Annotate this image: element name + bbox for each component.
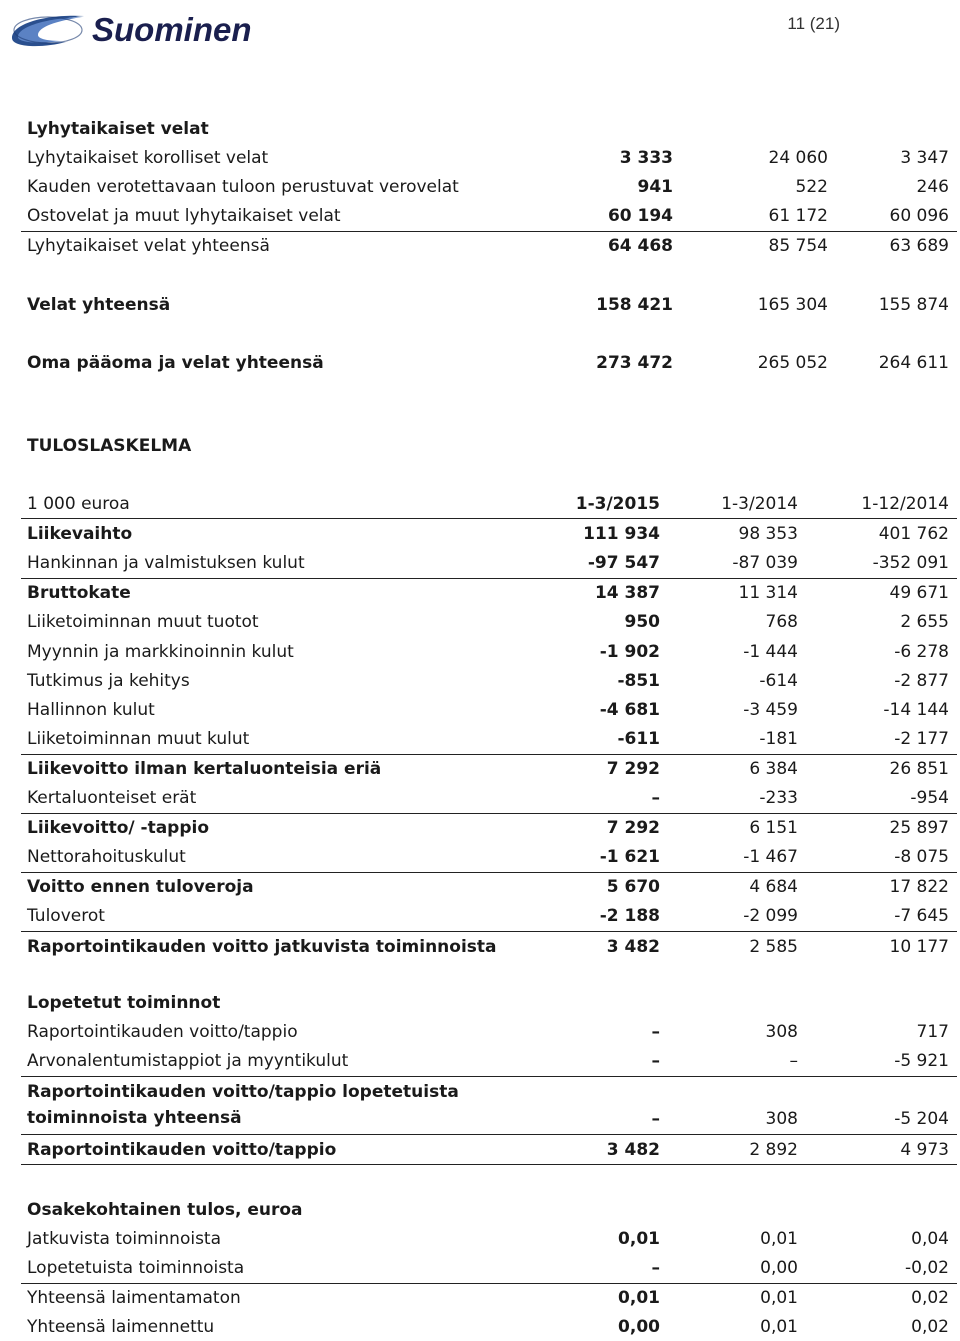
logo-swoosh-icon xyxy=(12,16,84,46)
table-row: Lyhytaikaiset velat yhteensä 64 468 85 754 63 689 xyxy=(27,236,949,256)
divider xyxy=(21,1076,957,1077)
divider xyxy=(21,1134,957,1135)
table-row: Yhteensä laimentamaton 0,01 0,01 0,02 xyxy=(27,1288,949,1308)
table-row: Kertaluonteiset erät – -233 -954 xyxy=(27,788,949,808)
divider xyxy=(21,1164,957,1165)
section-title-short-term-liabilities: Lyhytaikaiset velat xyxy=(27,119,209,139)
divider xyxy=(21,518,957,519)
table-row: Raportointikauden voitto jatkuvista toiminnoista 3 482 2 585 10 177 xyxy=(27,937,949,957)
table-row: Lyhytaikaiset korolliset velat 3 333 24 060 3 347 xyxy=(27,148,949,168)
page-header xyxy=(0,0,960,60)
divider xyxy=(21,931,957,932)
table-row: Nettorahoituskulut -1 621 -1 467 -8 075 xyxy=(27,847,949,867)
page-number: 11 (21) xyxy=(787,14,840,33)
table-row: Liiketoiminnan muut tuotot 950 768 2 655 xyxy=(27,612,949,632)
table-row: Tuloverot -2 188 -2 099 -7 645 xyxy=(27,906,949,926)
table-row: Liikevaihto 111 934 98 353 401 762 xyxy=(27,524,949,544)
table-row: Yhteensä laimennettu 0,00 0,01 0,02 xyxy=(27,1317,949,1337)
table-row: Hankinnan ja valmistuksen kulut -97 547 -87 039 -352 091 xyxy=(27,553,949,573)
table-row: Jatkuvista toiminnoista 0,01 0,01 0,04 xyxy=(27,1229,949,1249)
section-title-discontinued: Lopetetut toiminnot xyxy=(27,993,221,1013)
table-row: Bruttokate 14 387 11 314 49 671 xyxy=(27,583,949,603)
table-row: Lopetetuista toiminnoista – 0,00 -0,02 xyxy=(27,1258,949,1278)
table-row: Arvonalentumistappiot ja myyntikulut – – -5 921 xyxy=(27,1051,949,1071)
table-header-row: 1 000 euroa 1-3/2015 1-3/2014 1-12/2014 xyxy=(27,494,949,514)
table-row: Liikevoitto ilman kertaluonteisia eriä 7 292 6 384 26 851 xyxy=(27,759,949,779)
table-row: Velat yhteensä 158 421 165 304 155 874 xyxy=(27,295,949,315)
table-row: Oma pääoma ja velat yhteensä 273 472 265 052 264 611 xyxy=(27,353,949,373)
table-row: Liiketoiminnan muut kulut -611 -181 -2 177 xyxy=(27,729,949,749)
table-row-two-line: Raportointikauden voitto/tappio lopetetuista toiminnoista yhteensä – 308 -5 204 xyxy=(27,1082,949,1129)
table-row: Raportointikauden voitto/tappio 3 482 2 892 4 973 xyxy=(27,1140,949,1160)
table-row: Ostovelat ja muut lyhytaikaiset velat 60 194 61 172 60 096 xyxy=(27,206,949,226)
income-statement-title: TULOSLASKELMA xyxy=(27,436,192,456)
suominen-logo xyxy=(4,8,289,48)
table-row: Tutkimus ja kehitys -851 -614 -2 877 xyxy=(27,671,949,691)
section-title-eps: Osakekohtainen tulos, euroa xyxy=(27,1200,303,1220)
logo-wordmark: Suominen xyxy=(92,11,252,48)
table-row: Hallinnon kulut -4 681 -3 459 -14 144 xyxy=(27,700,949,720)
table-row: Liikevoitto/ -tappio 7 292 6 151 25 897 xyxy=(27,818,949,838)
table-row: Raportointikauden voitto/tappio – 308 717 xyxy=(27,1022,949,1042)
table-row: Myynnin ja markkinoinnin kulut -1 902 -1 444 -6 278 xyxy=(27,642,949,662)
table-row: Voitto ennen tuloveroja 5 670 4 684 17 822 xyxy=(27,877,949,897)
table-row: Kauden verotettavaan tuloon perustuvat verovelat 941 522 246 xyxy=(27,177,949,197)
